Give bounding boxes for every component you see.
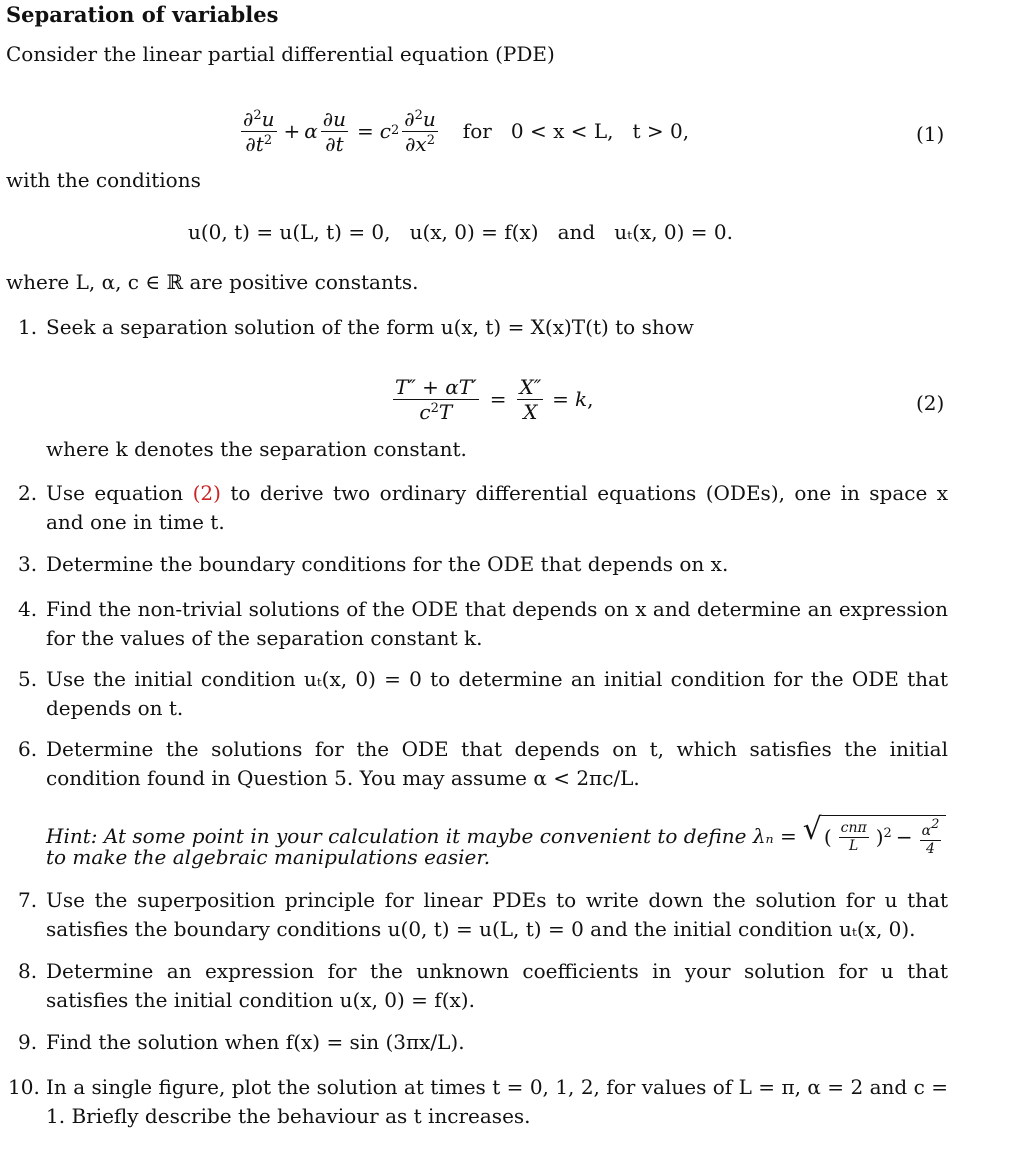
question-7 bbox=[18, 886, 948, 944]
space-part-fraction: $\frac{X''}{X}$ bbox=[519, 375, 542, 424]
separation-constant-text: where k denotes the separation constant. bbox=[46, 437, 467, 461]
question-7-text: Use the superposition principle for linear PDEs to write down the solution for u that satisfies the boundary conditions u(0, t) = u(L, t) = 0 and the initial condition uₜ(x, 0). bbox=[46, 888, 948, 941]
question-4 bbox=[18, 595, 948, 653]
question-5 bbox=[18, 665, 948, 723]
hint-text: Hint: At some point in your calculation it maybe convenient to define λₙ = bbox=[46, 823, 797, 848]
question-1 bbox=[18, 313, 948, 342]
question-6-text: Determine the solutions for the ODE that depends on t, which satisfies the initial condition found in Question 5. You may assume α < 2πc/L. bbox=[46, 737, 948, 790]
question-10 bbox=[8, 1073, 948, 1131]
question-9-number: 9. bbox=[18, 1030, 38, 1054]
constants-text: where L, α, c ∈ ℝ are positive constants. bbox=[6, 270, 419, 294]
time-part-fraction: $\frac{T'' + \alpha T'}{c^2T}$ bbox=[395, 375, 477, 424]
equation-2: $\frac{T'' + \alpha T'}{c^2T}$ = $\frac{X''}{X}$ = k , bbox=[395, 375, 594, 424]
question-7-number: 7. bbox=[18, 888, 38, 912]
question-3-number: 3. bbox=[18, 552, 38, 576]
question-2-text: Use equation (2) to derive two ordinary differential equations (ODEs), one in space x and one in time t. bbox=[46, 481, 949, 534]
question-9 bbox=[18, 1028, 948, 1057]
equation-2-number: (2) bbox=[916, 391, 945, 415]
question-10-number: 10. bbox=[8, 1075, 40, 1099]
question-8-text: Determine an expression for the unknown coefficients in your solution for u that satisfies the initial condition u(x, 0) = f(x). bbox=[46, 959, 948, 1012]
question-1-number: 1. bbox=[18, 315, 38, 339]
question-6 bbox=[18, 735, 948, 793]
question-5-text: Use the initial condition uₜ(x, 0) = 0 to determine an initial condition for the ODE that depends on t. bbox=[46, 667, 948, 720]
equation-1-number: (1) bbox=[916, 122, 945, 146]
d2u-dt2-fraction: $\frac{\partial^2u}{\partial t^2}$ bbox=[243, 107, 275, 156]
question-1-text: Seek a separation solution of the form u(x, t) = X(x)T(t) to show bbox=[46, 315, 694, 339]
lambda-definition-sqrt: √ ( $\frac{\text{cnπ}}{L}$ )$^2$ − $\frac{\alpha^2}{4}$ bbox=[803, 815, 947, 858]
question-6-number: 6. bbox=[18, 737, 38, 761]
equation-1-domain: for 0 < x < L, t > 0, bbox=[462, 119, 690, 143]
question-3-text: Determine the boundary conditions for the ODE that depends on x. bbox=[46, 552, 729, 576]
d2u-dx2-fraction: $\frac{\partial^2u}{\partial x^2}$ bbox=[404, 107, 436, 156]
equation-1: $\frac{\partial^2u}{\partial t^2}$ + α $\frac{\partial u}{\partial t}$ = c 2 $\frac{\partial^2u}{\partial x^2}$ for 0 < x < L, t > 0, bbox=[243, 107, 690, 156]
question-4-text: Find the non-trivial solutions of the ODE that depends on x and determine an expression for the values of the separation constant k. bbox=[46, 597, 948, 650]
question-8 bbox=[18, 957, 948, 1015]
page-title: Separation of variables bbox=[6, 2, 279, 27]
du-dt-fraction: $\frac{\partial u}{\partial t}$ bbox=[322, 107, 347, 156]
question-9-text: Find the solution when f(x) = sin (3πx/L). bbox=[46, 1030, 465, 1054]
with-conditions-text: with the conditions bbox=[6, 168, 201, 192]
intro-text: Consider the linear partial differential equation (PDE) bbox=[6, 42, 555, 66]
question-4-number: 4. bbox=[18, 597, 38, 621]
question-5-number: 5. bbox=[18, 667, 38, 691]
question-10-text: In a single figure, plot the solution at times t = 0, 1, 2, for values of L = π, α = 2 and c = 1. Briefly describe the behaviour as t increases. bbox=[46, 1075, 948, 1128]
boundary-initial-conditions: u(0, t) = u(L, t) = 0, u(x, 0) = f(x) and uₜ(x, 0) = 0. bbox=[188, 220, 733, 244]
equation-2-reference[interactable]: (2) bbox=[192, 481, 221, 505]
hint-text-continued: to make the algebraic manipulations easier. bbox=[46, 845, 491, 869]
question-2 bbox=[18, 479, 948, 537]
question-2-number: 2. bbox=[18, 481, 38, 505]
question-8-number: 8. bbox=[18, 959, 38, 983]
question-3 bbox=[18, 550, 948, 579]
